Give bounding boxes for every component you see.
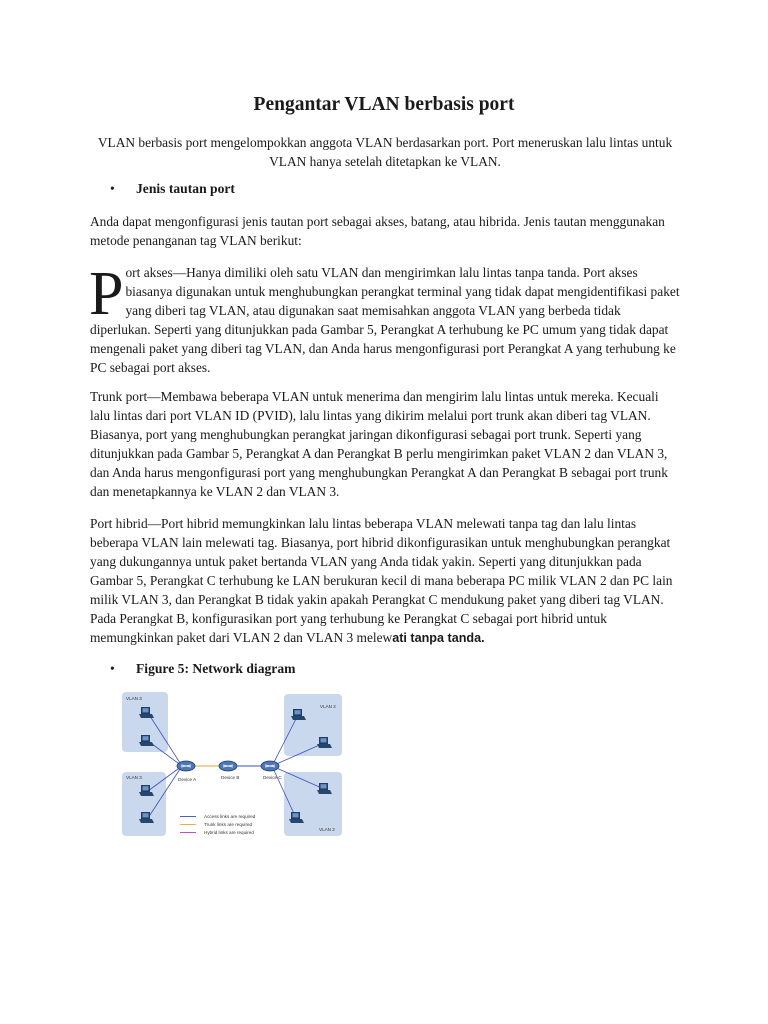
trunk-port-paragraph: Trunk port—Membawa beberapa VLAN untuk menerima dan mengirim lalu lintas untuk mereka. Kecuali lalu lintas dari port VLAN ID (PVID), lalu lintas yang dikirim melalui port trunk akan diberi tag VLAN. Biasanya, port yang menghubungkan perangkat jaringan dikonfigurasi sebagai port trunk. Seperti yang ditunjukkan pada Gambar 5, Perangkat A dan Perangkat B perlu mengirimkan paket VLAN 2 dan VLAN 3, dan Anda harus mengonfigurasi port yang menghubungkan Perangkat A dan Perangkat B sebagai port trunk dan menetapkannya ke VLAN 2 dan VLAN 3. (90, 389, 668, 499)
device-b-label: Device B (221, 775, 240, 780)
link-types-paragraph: Anda dapat mengonfigurasi jenis tautan port sebagai akses, batang, atau hibrida. Jenis tautan menggunakan metode penanganan tag VLAN berikut: (90, 214, 665, 248)
page-title: Pengantar VLAN berbasis port (253, 94, 515, 115)
vlan-label-top-left: VLAN 3 (126, 696, 142, 701)
vlan-label-bottom-left: VLAN 3 (126, 775, 142, 780)
network-diagram (120, 690, 344, 840)
bullet-figure-5 (114, 661, 295, 677)
drop-cap: P (89, 260, 124, 328)
device-a-label: Device A (178, 777, 197, 782)
legend-hybrid-label: Hybrid links are required (204, 830, 254, 835)
legend-trunk-label: Trunk links are required (204, 822, 253, 827)
figure-caption: Figure 5: Network diagram (136, 661, 296, 676)
access-port-text: ort akses—Hanya dimiliki oleh satu VLAN dan mengirimkan lalu lintas tanpa tanda. Port akses biasanya digunakan untuk menghubungkan perangkat terminal yang tidak dapat mengidentifikasi paket yang diberi tag VLAN, atau digunakan saat memisahkan anggota VLAN yang berbeda tidak diperlukan. Seperti yang ditunjukkan pada Gambar 5, Perangkat A terhubung ke PC umum yang tidak dapat mengenali paket yang diberi tag VLAN, dan Anda harus mengonfigurasi port Perangkat A yang terhubung ke PC sebagai port akses. (90, 265, 680, 375)
bullet-port-link-types (114, 181, 235, 197)
intro-paragraph: VLAN berbasis port mengelompokkan anggota VLAN berdasarkan port. Port meneruskan lalu lintas untuk VLAN hanya setelah ditetapkan ke VLAN. (97, 135, 673, 169)
vlan-label-bottom-right: VLAN 2 (319, 827, 335, 832)
hybrid-port-text: Port hibrid—Port hibrid memungkinkan lalu lintas beberapa VLAN melewati tanpa tag dan lalu lintas beberapa VLAN lain melewati tag. Biasanya, port hibrid dikonfigurasikan untuk menghubungkan perangkat yang dukungannya untuk paket bertanda VLAN yang Anda tidak yakin. Seperti yang ditunjukkan pada Gambar 5, Perangkat C terhubung ke LAN berukuran kecil di mana beberapa PC milik VLAN 2 dan PC lain milik VLAN 3, dan Perangkat B tidak yakin apakah Perangkat C mendukung paket yang diberi tag VLAN. Pada Perangkat B, konfigurasikan port yang terhubung ke Perangkat C sebagai port hibrid untuk memungkinkan paket dari VLAN 2 dan VLAN 3 melew (90, 516, 673, 645)
vlan-label-top-right: VLAN 2 (320, 704, 336, 709)
switch-icon (261, 761, 279, 771)
device-c-label: Device C (263, 775, 282, 780)
hybrid-port-paragraph (90, 514, 680, 648)
legend-access-label: Access links are required (204, 814, 256, 819)
bullet-label: Jenis tautan port (136, 181, 235, 196)
hybrid-port-bold-end: ati tanpa tanda. (392, 631, 485, 645)
switch-icon (177, 761, 195, 771)
access-port-paragraph (89, 260, 680, 377)
switch-icon (219, 761, 237, 771)
vlan-box-bottom-left (122, 772, 166, 836)
